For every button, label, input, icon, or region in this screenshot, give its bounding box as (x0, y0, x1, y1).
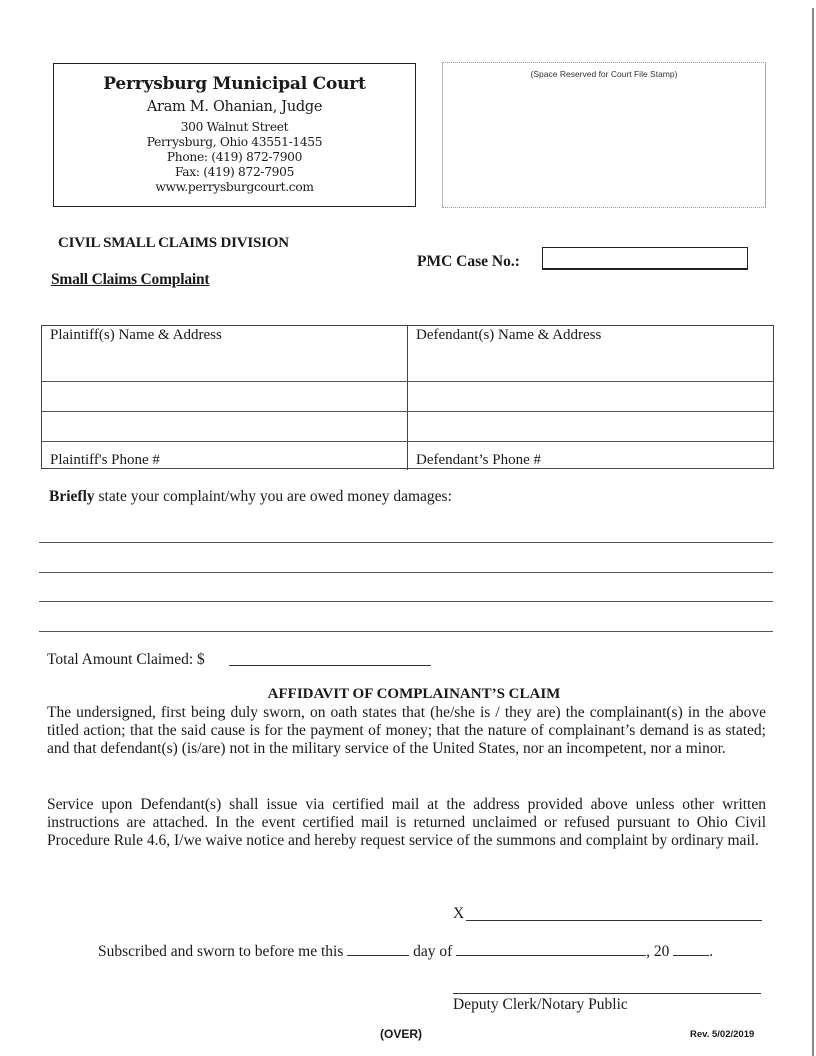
defendant-address-2-field[interactable] (408, 412, 773, 441)
plaintiff-name-cell[interactable] (42, 326, 408, 381)
page-edge-line (812, 8, 814, 1056)
defendant-header: Defendant(s) Name & Address (416, 327, 602, 343)
complaint-line-3[interactable] (39, 601, 773, 602)
court-phone: Phone: (419) 872-7900 (166, 150, 303, 164)
affidavit-paragraph-2: Service upon Defendant(s) shall issue via certified mail at the address provided above unless other written instructions are attached. In the event certified mail is returned unclaimed or refused pursuant to Ohio Civil Procedure Rule 4.6, I/we waive notice and hereby request service of the summons and complaint by ordinary mail. (47, 796, 766, 850)
sworn-end: . (709, 943, 714, 960)
defendant-address-1-field[interactable] (408, 382, 773, 411)
complaint-prompt (49, 488, 452, 506)
court-street: 300 Walnut Street (180, 120, 289, 134)
court-info-box (53, 63, 416, 207)
stamp-box-label: (Space Reserved for Court File Stamp) (530, 69, 678, 79)
sworn-day-of: day of (409, 943, 457, 960)
plaintiff-phone-cell[interactable] (42, 442, 408, 470)
form-title: Small Claims Complaint (51, 271, 210, 288)
case-number-field[interactable] (542, 247, 748, 270)
court-fax: Fax: (419) 872-7905 (174, 165, 295, 179)
party-phone-row (42, 441, 773, 470)
over-label: (OVER) (380, 1027, 422, 1041)
court-city: Perrysburg, Ohio 43551-1455 (146, 135, 323, 149)
sworn-year-field[interactable] (673, 942, 709, 956)
party-table (41, 325, 774, 469)
sworn-month-field[interactable] (456, 942, 646, 956)
clerk-signature-field[interactable] (453, 993, 761, 994)
plaintiff-header: Plaintiff(s) Name & Address (50, 327, 222, 343)
affidavit-paragraph-1: The undersigned, first being duly sworn, on oath states that (he/she is / they are) the complainant(s) in the above titled action; that the said cause is for the payment of money; that the nature of complainant’s demand is as stated; and that defendant(s) (is/are) not in the military service of the United States, nor an incompetent, nor a minor. (47, 704, 766, 758)
signature-x-mark: X (453, 905, 465, 922)
court-judge: Aram M. Ohanian, Judge (146, 99, 323, 115)
complaint-prompt-rest: state your complaint/why you are owed money damages: (94, 488, 452, 505)
court-name: Perrysburg Municipal Court (103, 74, 366, 94)
total-amount-label: Total Amount Claimed: $ (47, 651, 205, 668)
complaint-line-1[interactable] (39, 542, 773, 543)
defendant-phone-label: Defendant’s Phone # (416, 452, 541, 468)
plaintiff-address-1-field[interactable] (42, 382, 408, 411)
court-website[interactable]: www.perrysburgcourt.com (155, 180, 314, 194)
sworn-prefix: Subscribed and sworn to before me this (98, 943, 348, 960)
complaint-prompt-bold: Briefly (49, 488, 95, 505)
party-header-row (42, 326, 773, 381)
complainant-signature-field[interactable] (466, 920, 762, 921)
defendant-name-cell[interactable] (408, 326, 773, 381)
plaintiff-address-2-field[interactable] (42, 412, 408, 441)
affidavit-title: AFFIDAVIT OF COMPLAINANT’S CLAIM (267, 686, 561, 702)
revision-label: Rev. 5/02/2019 (690, 1029, 755, 1040)
defendant-phone-cell[interactable] (408, 442, 773, 470)
total-amount-field[interactable] (229, 665, 431, 666)
sworn-statement (98, 942, 713, 961)
court-address (54, 120, 415, 195)
party-address-row-2 (42, 411, 773, 441)
clerk-label: Deputy Clerk/Notary Public (453, 996, 628, 1013)
plaintiff-phone-label: Plaintiff's Phone # (50, 452, 160, 468)
complaint-line-2[interactable] (39, 572, 773, 573)
complaint-line-4[interactable] (39, 631, 773, 632)
case-number-label: PMC Case No.: (417, 253, 520, 270)
sworn-day-field[interactable] (347, 942, 409, 956)
court-file-stamp-box (442, 62, 766, 208)
party-address-row-1 (42, 381, 773, 411)
sworn-year-prefix: , 20 (646, 943, 674, 960)
division-title: CIVIL SMALL CLAIMS DIVISION (58, 235, 289, 251)
